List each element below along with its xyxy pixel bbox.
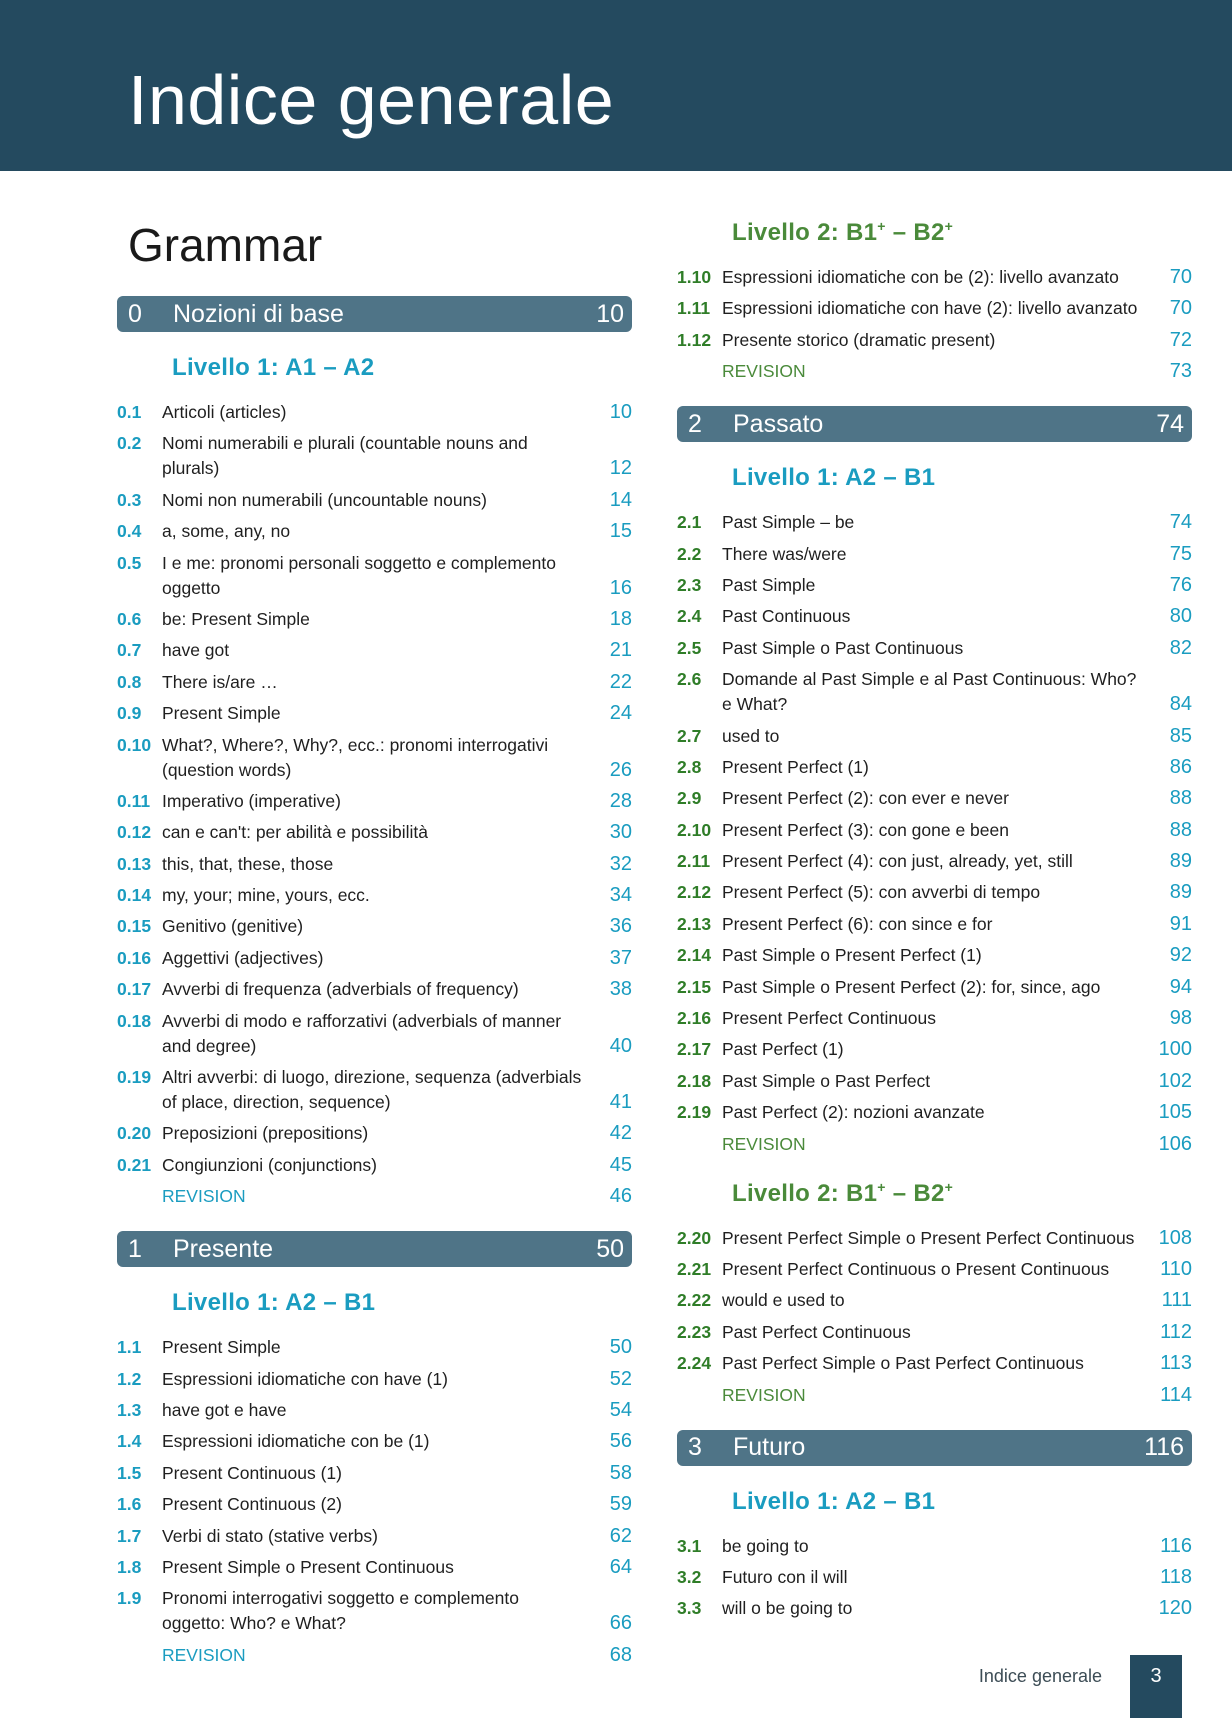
toc-entry[interactable]	[677, 265, 1192, 290]
entry-page: 37	[609, 946, 632, 969]
entry-title: Verbi di stato (stative verbs)	[162, 1525, 378, 1546]
toc-entry[interactable]	[677, 1006, 1192, 1031]
toc-entry[interactable]	[677, 604, 1192, 629]
toc-entry[interactable]	[117, 1367, 632, 1392]
toc-entry[interactable]	[117, 914, 632, 939]
entry-title: Past Simple o Past Perfect	[722, 1070, 931, 1091]
entry-title: have got	[162, 640, 230, 661]
entry-title: There was/were	[722, 543, 847, 564]
toc-entry[interactable]	[677, 1351, 1192, 1376]
entry-title: would e used to	[722, 1290, 845, 1311]
entry-page: 80	[1169, 605, 1192, 628]
entry-page: 22	[609, 670, 632, 693]
entry-list	[677, 1226, 1192, 1408]
entry-title: Nomi numerabili e plurali (countable nouns and plurals)	[162, 433, 528, 479]
toc-entry[interactable]	[677, 296, 1192, 321]
entry-page: 94	[1169, 975, 1192, 998]
toc-entry[interactable]	[677, 1037, 1192, 1062]
toc-entry[interactable]	[117, 1153, 632, 1178]
entry-number: 2.21	[677, 1258, 712, 1279]
entry-title: Preposizioni (prepositions)	[162, 1123, 369, 1144]
entry-title: a, some, any, no	[162, 521, 291, 542]
entry-list	[677, 510, 1192, 1156]
entry-title: can e can't: per abilità e possibilità	[162, 822, 428, 843]
entry-title: Present Simple o Present Continuous	[162, 1556, 454, 1577]
toc-entry[interactable]	[677, 1596, 1192, 1621]
entry-number: 2.16	[677, 1008, 712, 1029]
entry-title: REVISION	[162, 1186, 246, 1207]
entry-page: 84	[1169, 693, 1192, 716]
unit-number: 1	[128, 1234, 142, 1263]
entry-number: 0.14	[117, 885, 152, 906]
entry-title: Past Perfect (1)	[722, 1039, 844, 1060]
entry-title: Present Continuous (1)	[162, 1462, 342, 1483]
entry-number: 0.1	[117, 402, 142, 422]
entry-number: 2.1	[677, 512, 702, 533]
unit-page: 50	[596, 1234, 624, 1263]
revision-entry[interactable]	[117, 1643, 632, 1668]
entry-title: Present Perfect Simple o Present Perfect Continuous	[722, 1227, 1135, 1248]
entry-number: 2.14	[677, 945, 712, 966]
entry-number: 1.1	[117, 1337, 142, 1358]
entry-page: 92	[1169, 944, 1192, 967]
entry-number: 2.22	[677, 1290, 712, 1311]
entry-page: 64	[609, 1555, 632, 1578]
entry-title: Domande al Past Simple e al Past Continuous: Who? e What?	[722, 669, 1137, 715]
entry-title: Present Perfect (2): con ever e never	[722, 788, 1009, 809]
entry-list	[677, 1534, 1192, 1622]
toc-entry[interactable]	[677, 636, 1192, 661]
entry-page: 32	[609, 852, 632, 875]
entry-page: 36	[609, 915, 632, 938]
entry-page: 70	[1169, 297, 1192, 320]
entry-list	[117, 400, 632, 1209]
entry-number: 0.4	[117, 521, 142, 542]
entry-title: Present Simple	[162, 703, 281, 724]
entry-page: 91	[1169, 912, 1192, 935]
entry-title: REVISION	[722, 1384, 806, 1405]
unit-block	[677, 1430, 1192, 1622]
entry-number: 1.2	[117, 1368, 142, 1389]
entry-title: Past Perfect (2): nozioni avanzate	[722, 1102, 985, 1123]
entry-title: Present Perfect (1)	[722, 756, 869, 777]
entry-title: used to	[722, 725, 780, 746]
entry-page: 42	[609, 1122, 632, 1145]
entry-number: 0.10	[117, 734, 152, 755]
entry-title: Present Perfect (4): con just, already, yet, still	[722, 851, 1073, 872]
entry-number: 2.11	[677, 851, 711, 872]
toc-entry[interactable]	[117, 1461, 632, 1486]
entry-number: 2.5	[677, 637, 702, 658]
toc-entry[interactable]	[677, 1069, 1192, 1094]
entry-list	[677, 265, 1192, 384]
toc-entry[interactable]	[117, 733, 632, 783]
entry-page: 34	[609, 884, 632, 907]
entry-page: 108	[1158, 1226, 1192, 1249]
entry-number: 1.10	[677, 267, 712, 287]
entry-title: Present Perfect (5): con avverbi di tempo	[722, 882, 1041, 903]
entry-title: be going to	[722, 1535, 809, 1556]
entry-title: REVISION	[722, 1133, 806, 1154]
toc-entry[interactable]	[677, 975, 1192, 1000]
toc-entry[interactable]	[117, 431, 632, 481]
toc-entry[interactable]	[117, 820, 632, 845]
entry-number: 1.9	[117, 1588, 142, 1609]
toc-entry[interactable]	[117, 1555, 632, 1580]
entry-number: 0.8	[117, 671, 142, 692]
toc-entry[interactable]	[677, 573, 1192, 598]
entry-title: Espressioni idiomatiche con be (2): livello avanzato	[722, 267, 1119, 287]
unit-title: Futuro	[733, 1433, 806, 1462]
entry-title: Futuro con il will	[722, 1566, 848, 1587]
level-heading: Livello 1: A2 – B1	[732, 464, 936, 492]
toc-entry[interactable]	[117, 1586, 632, 1636]
entry-number: 3.3	[677, 1598, 702, 1619]
entry-page: 102	[1158, 1069, 1192, 1092]
entry-page: 105	[1158, 1101, 1192, 1124]
unit-title: Passato	[733, 409, 824, 438]
unit-header-bar	[117, 1231, 632, 1267]
entry-title: Past Simple o Past Continuous	[722, 637, 964, 658]
entry-title: Aggettivi (adjectives)	[162, 947, 324, 968]
entry-number: 2.13	[677, 913, 712, 934]
entry-number: 0.5	[117, 552, 142, 573]
entry-number: 1.3	[117, 1399, 142, 1420]
entry-title: Present Perfect Continuous o Present Continuous	[722, 1258, 1110, 1279]
unit-number: 3	[688, 1433, 702, 1462]
entry-page: 100	[1158, 1038, 1192, 1061]
toc-entry[interactable]	[677, 755, 1192, 780]
toc-entry[interactable]	[677, 1257, 1192, 1282]
entry-title: I e me: pronomi personali soggetto e complemento oggetto	[162, 552, 556, 598]
revision-entry[interactable]	[117, 1184, 632, 1209]
toc-entry[interactable]	[677, 912, 1192, 937]
toc-entry[interactable]	[117, 852, 632, 877]
entry-page: 116	[1160, 1534, 1192, 1557]
entry-number: 2.8	[677, 756, 702, 777]
toc-entry[interactable]	[117, 1524, 632, 1549]
toc-entry[interactable]	[677, 1100, 1192, 1125]
toc-entry[interactable]	[677, 724, 1192, 749]
entry-page: 89	[1169, 881, 1192, 904]
toc-entry[interactable]	[117, 1398, 632, 1423]
entry-page: 54	[609, 1398, 632, 1421]
unit-header-bar	[677, 406, 1192, 442]
entry-page: 85	[1169, 724, 1192, 747]
unit-header-bar	[677, 1430, 1192, 1466]
level-heading: Livello 2: B1+ – B2+	[732, 1178, 954, 1207]
entry-page: 112	[1160, 1320, 1192, 1343]
unit-block	[117, 1231, 632, 1668]
entry-number: 3.2	[677, 1566, 702, 1587]
entry-title: my, your; mine, yours, ecc.	[162, 885, 370, 906]
toc-entry[interactable]	[677, 667, 1192, 717]
entry-number: 0.15	[117, 916, 152, 937]
entry-number: 0.7	[117, 640, 142, 661]
entry-page: 74	[1169, 511, 1192, 534]
entry-title: Present Perfect (3): con gone e been	[722, 819, 1009, 840]
entry-number: 2.2	[677, 543, 702, 564]
toc-entry[interactable]	[117, 1429, 632, 1454]
entry-page: 113	[1160, 1352, 1192, 1375]
toc-entry[interactable]	[677, 880, 1192, 905]
toc-entry[interactable]	[677, 1320, 1192, 1345]
entry-number: 3.1	[677, 1535, 702, 1556]
entry-title: Present Perfect (6): con since e for	[722, 913, 993, 934]
entry-page: 120	[1158, 1597, 1192, 1620]
entry-number: 1.4	[117, 1431, 142, 1452]
entry-number: 0.11	[117, 790, 151, 811]
toc-entry[interactable]	[677, 1288, 1192, 1313]
revision-entry[interactable]	[677, 1383, 1192, 1408]
entry-number: 2.4	[677, 606, 702, 627]
entry-page: 76	[1169, 573, 1192, 596]
entry-page: 15	[609, 520, 632, 543]
unit-block	[677, 406, 1192, 1407]
toc-entry[interactable]	[677, 542, 1192, 567]
entry-number: 2.20	[677, 1227, 712, 1248]
entry-number: 2.17	[677, 1039, 712, 1060]
entry-number: 0.3	[117, 489, 142, 510]
entry-page: 16	[609, 576, 632, 599]
unit-block	[677, 218, 1192, 384]
entry-title: Present Continuous (2)	[162, 1494, 342, 1515]
toc-entry[interactable]	[677, 1565, 1192, 1590]
unit-number: 2	[688, 409, 702, 438]
entry-title: Articoli (articles)	[162, 402, 287, 422]
entry-page: 89	[1169, 850, 1192, 873]
entry-number: 1.6	[117, 1494, 142, 1515]
entry-number: 1.7	[117, 1525, 142, 1546]
entry-title: have got e have	[162, 1399, 287, 1420]
entry-number: 2.10	[677, 819, 712, 840]
toc-entry[interactable]	[117, 400, 632, 425]
toc-entry[interactable]	[677, 849, 1192, 874]
right-column	[677, 218, 1192, 1643]
entry-title: Past Perfect Simple o Past Perfect Continuous	[722, 1353, 1084, 1374]
entry-page: 41	[609, 1091, 632, 1114]
entry-number: 2.6	[677, 669, 702, 690]
entry-page: 10	[609, 401, 632, 423]
unit-page: 10	[596, 299, 624, 328]
unit-block	[117, 296, 632, 1209]
entry-list	[117, 1335, 632, 1668]
entry-page: 40	[609, 1034, 632, 1057]
entry-page: 24	[609, 702, 632, 725]
level-heading: Livello 1: A2 – B1	[732, 1487, 936, 1515]
entry-number: 2.3	[677, 574, 702, 595]
entry-page: 28	[609, 789, 632, 812]
revision-entry[interactable]	[677, 359, 1192, 384]
level-heading: Livello 1: A1 – A2	[172, 354, 375, 381]
entry-title: Past Simple	[722, 574, 816, 595]
toc-entry[interactable]	[117, 789, 632, 814]
entry-number: 0.2	[117, 433, 142, 454]
footer-page-number: 3	[1130, 1655, 1182, 1718]
toc-entry[interactable]	[677, 818, 1192, 843]
entry-number: 0.6	[117, 608, 142, 629]
entry-page: 52	[609, 1367, 632, 1390]
entry-page: 118	[1160, 1565, 1192, 1588]
entry-number: 0.12	[117, 822, 152, 843]
entry-number: 1.11	[677, 298, 711, 319]
toc-entry[interactable]	[117, 488, 632, 513]
entry-title: this, that, these, those	[162, 853, 334, 874]
entry-page: 46	[609, 1185, 632, 1208]
entry-page: 73	[1169, 360, 1192, 383]
entry-title: Congiunzioni (conjunctions)	[162, 1154, 377, 1175]
entry-page: 106	[1158, 1132, 1192, 1155]
entry-number: 2.18	[677, 1070, 712, 1091]
toc-entry[interactable]	[677, 1534, 1192, 1559]
entry-title: Past Perfect Continuous	[722, 1321, 911, 1342]
toc-entry[interactable]	[117, 1065, 632, 1115]
entry-page: 45	[609, 1153, 632, 1176]
entry-page: 56	[609, 1430, 632, 1453]
entry-title: Past Simple o Present Perfect (2): for, since, ago	[722, 976, 1101, 997]
entry-page: 70	[1169, 266, 1192, 288]
entry-number: 2.24	[677, 1353, 712, 1374]
entry-title: Espressioni idiomatiche con be (1)	[162, 1431, 430, 1452]
entry-number: 2.15	[677, 976, 712, 997]
entry-number: 0.16	[117, 947, 152, 968]
entry-page: 30	[609, 821, 632, 844]
unit-page: 116	[1144, 1433, 1184, 1462]
entry-page: 12	[609, 457, 632, 480]
header-banner	[0, 0, 1232, 171]
entry-number: 0.17	[117, 979, 152, 1000]
entry-title: Presente storico (dramatic present)	[722, 329, 996, 350]
entry-number: 0.20	[117, 1123, 152, 1144]
entry-page: 111	[1161, 1289, 1192, 1312]
entry-page: 86	[1169, 755, 1192, 778]
entry-page: 88	[1169, 818, 1192, 841]
entry-title: Nomi non numerabili (uncountable nouns)	[162, 489, 487, 510]
entry-number: 2.19	[677, 1102, 712, 1123]
entry-page: 14	[609, 488, 632, 511]
toc-entry[interactable]	[677, 943, 1192, 968]
toc-entry[interactable]	[117, 1009, 632, 1059]
toc-entry[interactable]	[117, 670, 632, 695]
entry-title: Imperativo (imperative)	[162, 790, 341, 811]
entry-page: 59	[609, 1493, 632, 1516]
toc-entry[interactable]	[677, 1226, 1192, 1251]
entry-page: 110	[1160, 1257, 1192, 1280]
entry-title: What?, Where?, Why?, ecc.: pronomi interrogativi (question words)	[162, 734, 549, 780]
unit-header-bar	[117, 296, 632, 332]
entry-page: 72	[1169, 328, 1192, 351]
toc-entry[interactable]	[117, 638, 632, 663]
entry-page: 75	[1169, 542, 1192, 565]
entry-number: 0.9	[117, 703, 142, 724]
entry-title: Avverbi di frequenza (adverbials of frequency)	[162, 979, 519, 1000]
entry-page: 26	[609, 758, 632, 781]
toc-entry[interactable]	[117, 946, 632, 971]
entry-title: Past Simple – be	[722, 512, 855, 533]
page-title: Indice generale	[128, 61, 615, 139]
toc-entry[interactable]	[117, 519, 632, 544]
unit-number: 0	[128, 299, 142, 328]
entry-number: 2.12	[677, 882, 712, 903]
unit-title: Nozioni di base	[173, 299, 344, 328]
level-heading: Livello 2: B1+ – B2+	[732, 218, 954, 246]
entry-title: Pronomi interrogativi soggetto e complemento oggetto: Who? e What?	[162, 1588, 519, 1634]
entry-title: Espressioni idiomatiche con have (1)	[162, 1368, 448, 1389]
toc-entry[interactable]	[677, 786, 1192, 811]
toc-entry[interactable]	[117, 977, 632, 1002]
entry-page: 58	[609, 1461, 632, 1484]
unit-page: 74	[1156, 409, 1184, 438]
entry-page: 114	[1160, 1383, 1192, 1406]
entry-number: 2.7	[677, 725, 702, 746]
entry-title: REVISION	[722, 361, 806, 382]
entry-page: 18	[609, 607, 632, 630]
toc-entry[interactable]	[117, 551, 632, 601]
entry-page: 62	[609, 1524, 632, 1547]
entry-number: 0.21	[117, 1154, 152, 1175]
toc-entry[interactable]	[117, 883, 632, 908]
unit-title: Presente	[173, 1234, 274, 1263]
entry-page: 98	[1169, 1007, 1192, 1030]
toc-entry[interactable]	[117, 1335, 632, 1360]
entry-number: 0.13	[117, 853, 152, 874]
toc-entry[interactable]	[117, 607, 632, 632]
entry-number: 1.12	[677, 329, 712, 350]
entry-title: REVISION	[162, 1644, 246, 1665]
entry-title: Past Continuous	[722, 606, 851, 627]
entry-number: 0.18	[117, 1010, 152, 1031]
entry-number: 2.23	[677, 1321, 712, 1342]
entry-title: Present Simple	[162, 1337, 281, 1358]
entry-title: Past Simple o Present Perfect (1)	[722, 945, 982, 966]
entry-title: There is/are …	[162, 671, 278, 692]
entry-number: 0.19	[117, 1067, 152, 1088]
entry-page: 21	[609, 639, 632, 662]
toc-entry[interactable]	[117, 701, 632, 726]
toc-entry[interactable]	[117, 1121, 632, 1146]
toc-entry[interactable]	[677, 510, 1192, 535]
entry-title: Avverbi di modo e rafforzativi (adverbials of manner and degree)	[162, 1010, 562, 1056]
entry-number: 1.8	[117, 1556, 142, 1577]
left-column	[117, 296, 632, 1690]
section-heading: Grammar	[128, 219, 323, 271]
toc-entry[interactable]	[677, 328, 1192, 353]
entry-title: be: Present Simple	[162, 608, 310, 629]
entry-page: 88	[1169, 787, 1192, 810]
revision-entry[interactable]	[677, 1132, 1192, 1157]
entry-title: Altri avverbi: di luogo, direzione, sequenza (adverbials of place, direction, sequence)	[162, 1067, 582, 1113]
entry-page: 82	[1169, 636, 1192, 659]
entry-title: Espressioni idiomatiche con have (2): livello avanzato	[722, 298, 1138, 319]
entry-number: 1.5	[117, 1462, 142, 1483]
entry-title: will o be going to	[722, 1598, 853, 1619]
entry-page: 66	[609, 1612, 632, 1635]
level-heading: Livello 1: A2 – B1	[172, 1289, 376, 1317]
toc-entry[interactable]	[117, 1492, 632, 1517]
entry-title: Genitivo (genitive)	[162, 916, 304, 937]
entry-number: 2.9	[677, 788, 702, 809]
entry-page: 38	[609, 978, 632, 1001]
entry-title: Present Perfect Continuous	[722, 1008, 937, 1029]
entry-page: 68	[609, 1643, 632, 1666]
entry-page: 50	[609, 1336, 632, 1359]
